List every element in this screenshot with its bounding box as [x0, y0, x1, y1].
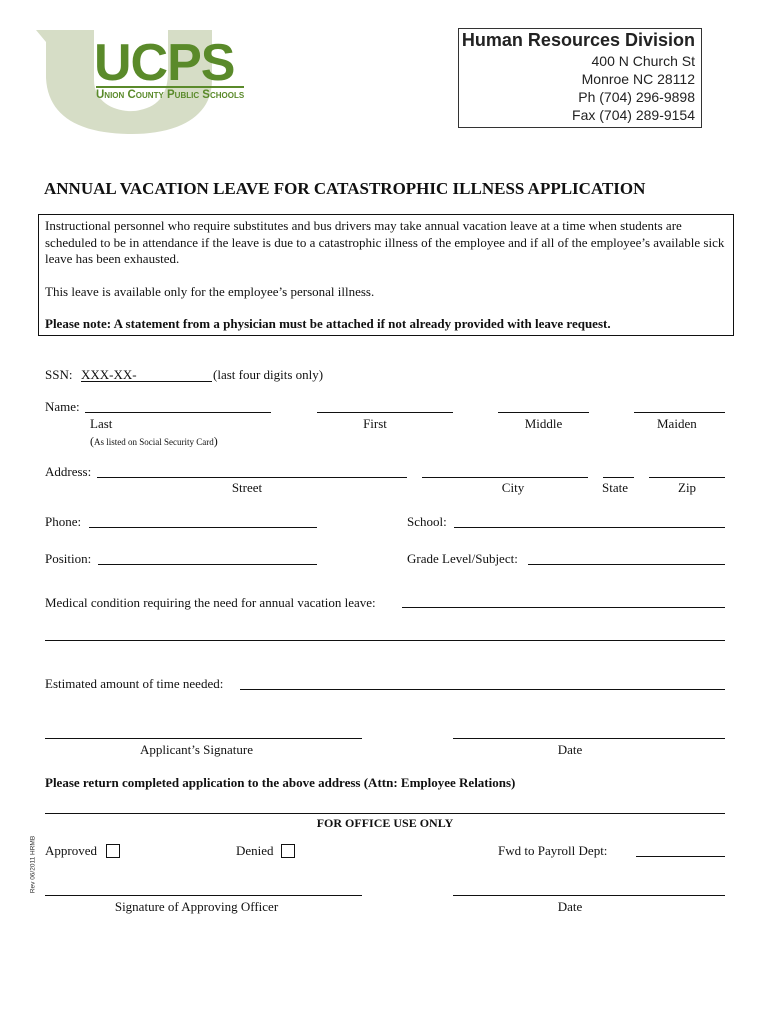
hr-address-street: 400 N Church St: [591, 53, 695, 69]
hr-division-title: Human Resources Division: [461, 30, 695, 50]
office-divider: [45, 813, 725, 814]
state-caption: State: [602, 480, 628, 495]
phone-input[interactable]: [89, 527, 317, 528]
phone-label: Phone:: [45, 514, 82, 529]
ssn-label: SSN:: [45, 367, 73, 382]
return-note: Please return completed application to the above address (Attn: Employee Relations): [45, 775, 516, 790]
ssn-hint: (last four digits only): [213, 367, 324, 382]
name-first-caption: First: [363, 416, 387, 431]
denied-label: Denied: [236, 843, 274, 858]
name-hint: (As listed on Social Security Card): [90, 434, 218, 448]
hr-fax: Fax (704) 289-9154: [572, 107, 695, 123]
physician-note: Please note: A statement from a physician must be attached if not already provided with leave request.: [45, 316, 611, 331]
ssn-input[interactable]: [81, 381, 212, 382]
zip-input[interactable]: [649, 477, 725, 478]
district-logo: [36, 28, 306, 136]
name-middle-input[interactable]: [498, 412, 589, 413]
name-label: Name:: [45, 399, 80, 414]
street-caption: Street: [231, 480, 263, 495]
name-maiden-caption: Maiden: [657, 416, 697, 431]
state-input[interactable]: [603, 477, 634, 478]
officer-date-caption: Date: [557, 899, 583, 914]
position-input[interactable]: [98, 564, 317, 565]
city-input[interactable]: [422, 477, 588, 478]
applicant-date-caption: Date: [557, 742, 583, 757]
address-label: Address:: [45, 464, 92, 479]
fwd-payroll-label: Fwd to Payroll Dept:: [498, 843, 608, 858]
approved-checkbox[interactable]: [106, 844, 120, 858]
city-caption: City: [501, 480, 525, 495]
street-input[interactable]: [97, 477, 407, 478]
denied-checkbox[interactable]: [281, 844, 295, 858]
name-last-caption: Last: [90, 416, 113, 431]
hr-address-city: Monroe NC 28112: [581, 71, 695, 87]
approved-label: Approved: [45, 843, 97, 858]
logo-subtitle: Union County Public Schools: [96, 86, 244, 101]
applicant-date-input[interactable]: [453, 738, 725, 739]
ssn-prefix: XXX-XX-: [81, 367, 137, 382]
time-input[interactable]: [240, 689, 725, 690]
intro-text: Instructional personnel who require substitutes and bus drivers may take annual vacation leave at a time when students are scheduled to be in attendance if the leave is due to a catastrophic illness of the employee and if all of the employee’s available sick leave has been exhausted.: [45, 218, 725, 266]
hr-contact-box: [458, 28, 702, 128]
officer-date-input[interactable]: [453, 895, 725, 896]
fwd-payroll-input[interactable]: [636, 856, 725, 857]
name-maiden-input[interactable]: [634, 412, 725, 413]
position-label: Position:: [45, 551, 92, 566]
grade-label: Grade Level/Subject:: [407, 551, 518, 566]
zip-caption: Zip: [678, 480, 697, 495]
notice-box: [38, 214, 734, 336]
name-first-input[interactable]: [317, 412, 453, 413]
school-input[interactable]: [454, 527, 725, 528]
name-middle-caption: Middle: [524, 416, 563, 431]
medical-input-continued[interactable]: [45, 640, 725, 641]
applicant-signature-caption: Applicant’s Signature: [139, 742, 253, 757]
hr-phone: Ph (704) 296-9898: [578, 89, 695, 105]
form-title: ANNUAL VACATION LEAVE FOR CATASTROPHIC ILLNESS APPLICATION: [44, 179, 646, 198]
revision-stamp: Rev 06/2011 HRMB: [29, 835, 37, 894]
grade-input[interactable]: [528, 564, 725, 565]
applicant-signature-input[interactable]: [45, 738, 362, 739]
logo-title: UCPS: [94, 34, 235, 92]
medical-label: Medical condition requiring the need for annual vacation leave:: [45, 595, 376, 610]
medical-input[interactable]: [402, 607, 725, 608]
time-label: Estimated amount of time needed:: [45, 676, 224, 691]
office-title: FOR OFFICE USE ONLY: [316, 816, 454, 830]
name-last-input[interactable]: [85, 412, 271, 413]
officer-signature-caption: Signature of Approving Officer: [114, 899, 279, 914]
officer-signature-input[interactable]: [45, 895, 362, 896]
school-label: School:: [407, 514, 447, 529]
personal-only-text: This leave is available only for the employee’s personal illness.: [45, 284, 375, 299]
